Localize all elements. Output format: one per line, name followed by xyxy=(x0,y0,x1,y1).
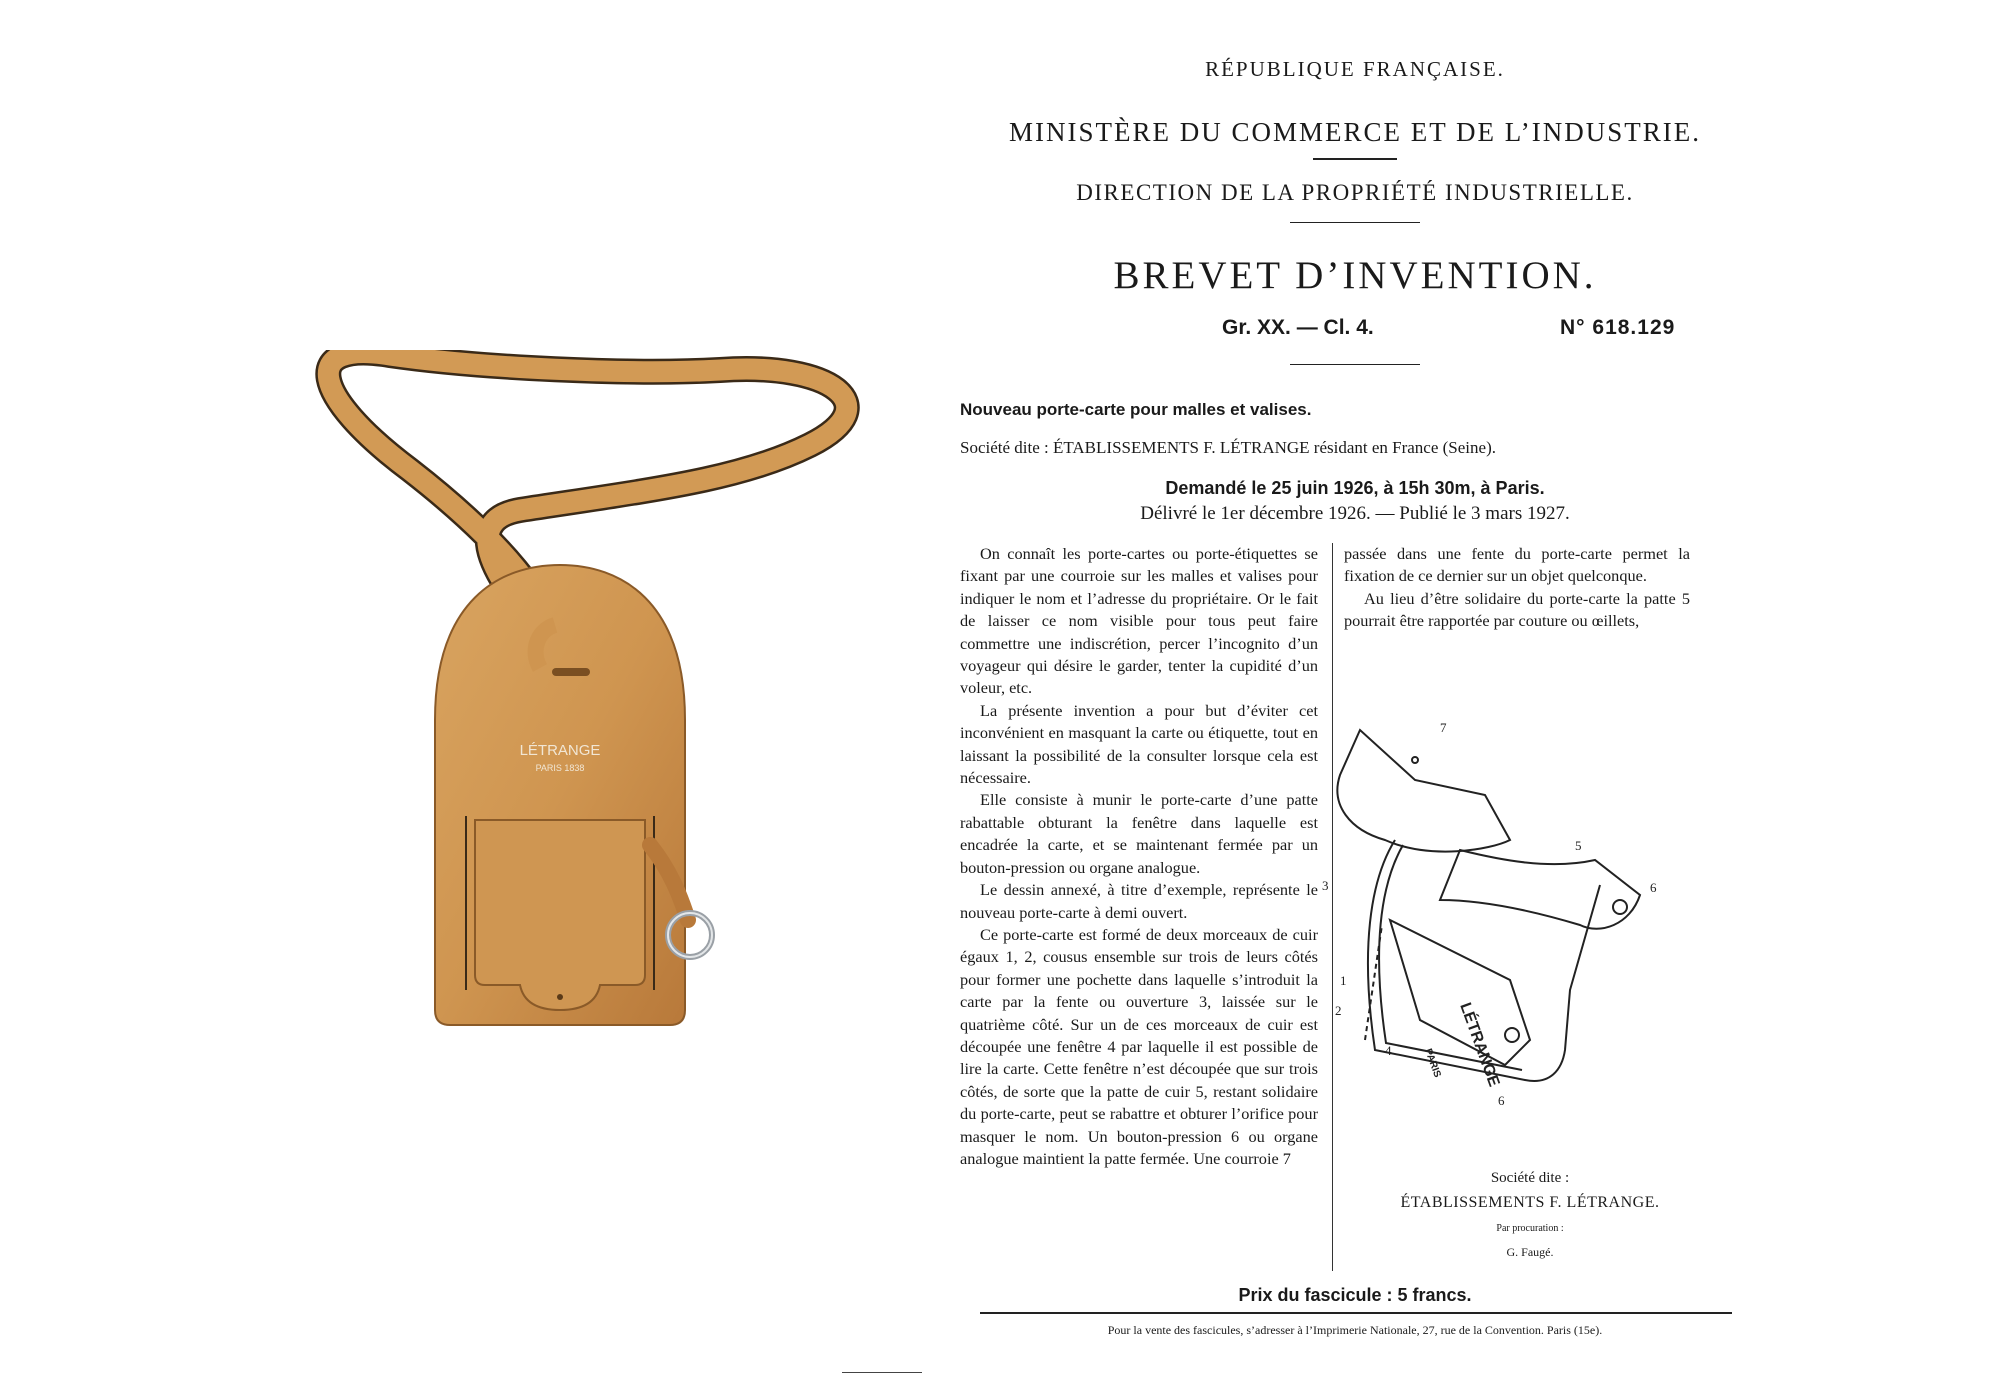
tag-body xyxy=(435,565,685,1025)
header-direction: DIRECTION DE LA PROPRIÉTÉ INDUSTRIELLE. xyxy=(1076,180,1634,205)
patent-company: Société dite : ÉTABLISSEMENTS F. LÉTRANGE résidant en France (Seine). xyxy=(960,438,1496,457)
paragraph: Le dessin annexé, à titre d’exemple, représente le nouveau porte-carte à demi ouvert. xyxy=(960,880,1318,922)
patent-title: BREVET D’INVENTION. xyxy=(1113,254,1597,297)
date-delivre: Délivré le 1er décembre 1926. — Publié le 3 mars 1927. xyxy=(1140,503,1570,524)
signature-procuration: Par procuration : xyxy=(1496,1223,1564,1234)
group-class: Gr. XX. — Cl. 4. xyxy=(1222,316,1374,339)
patent-subject: Nouveau porte-carte pour malles et valises. xyxy=(960,400,1312,419)
bottom-rule xyxy=(980,1312,1732,1314)
figure-label: 7 xyxy=(1440,720,1447,735)
figure-label: 1 xyxy=(1340,973,1347,988)
figure-label: 6 xyxy=(1650,880,1657,895)
tag-embossed-sub: PARIS 1838 xyxy=(535,763,585,773)
patent-document xyxy=(960,0,2000,1400)
paragraph: Ce porte-carte est formé de deux morceaux de cuir égaux 1, 2, cousus ensemble sur trois de leurs côtés pour former une pochette dans laquelle s’introduit la carte par la fente ou ouverture 3, laissée sur le quatrième côté. Sur un de ces morceaux de cuir est découpée une fenêtre 4 par laquelle il est possible de lire la carte. Cette fenêtre n’est découpée que sur trois côtés, de sorte que la patte de cuir 5, restant solidaire du porte-carte, peut se rabattre et obturer l’orifice pour masquer le nom. Un bouton-pression 6 ou organe analogue maintient la patte fermée. Une courroie 7 xyxy=(960,924,1318,1168)
patent-number: N° 618.129 xyxy=(1560,316,1676,339)
ornament-divider xyxy=(1290,222,1420,223)
figure-label: 3 xyxy=(1322,878,1329,893)
header-republique: RÉPUBLIQUE FRANÇAISE. xyxy=(1205,57,1505,81)
figure-label: 5 xyxy=(1575,838,1582,853)
date-demande: Demandé le 25 juin 1926, à 15h 30m, à Paris. xyxy=(1165,478,1545,498)
tag-embossed-brand: LÉTRANGE xyxy=(519,742,601,759)
divider xyxy=(1313,158,1397,160)
paragraph: Au lieu d’être solidaire du porte-carte la patte 5 pourrait être rapportée par couture ou œillets, xyxy=(1344,588,1690,631)
divider xyxy=(1290,364,1420,365)
paragraph: Elle consiste à munir le porte-carte d’une patte rabattable obturant la fenêtre dans laquelle est encadrée la carte, et se maintenant fermée par un bouton-pression ou organe analogue. xyxy=(960,790,1318,877)
price-line: Prix du fascicule : 5 francs. xyxy=(1238,1285,1472,1305)
patent-figure xyxy=(1300,720,1690,1110)
signature-name: ÉTABLISSEMENTS F. LÉTRANGE. xyxy=(1400,1194,1660,1211)
signature-agent: G. Faugé. xyxy=(1506,1245,1554,1259)
porte-carte-drawing xyxy=(1300,720,1690,1110)
signature-societe: Société dite : xyxy=(1490,1170,1570,1186)
figure-label: 2 xyxy=(1335,1003,1342,1018)
text-column-right xyxy=(1344,543,1690,633)
figure-label: 6 xyxy=(1498,1093,1505,1108)
figure-label: 4 xyxy=(1385,1043,1392,1058)
paragraph: On connaît les porte-cartes ou porte-étiquettes se fixant par une courroie sur les malles et valises pour indiquer le nom et l’adresse du propriétaire. Or le fait de laisser ce nom visible pour tous peut faire commettre une indiscrétion, percer l’incognito d’un voyageur qui désire le garder, tenter la cupidité d’un voleur, etc. xyxy=(960,544,1318,698)
luggage-tag-illustration xyxy=(270,350,910,1070)
stray-mark xyxy=(842,1372,922,1373)
paragraph: La présente invention a pour but d’éviter cet inconvénient en masquant la carte ou étiquette, tout en laissant la possibilité de la consulter lorsque cela est nécessaire. xyxy=(960,700,1318,788)
text-column-left xyxy=(960,543,1318,1170)
figure-city: PARIS xyxy=(1422,1047,1443,1080)
sales-note: Pour la vente des fascicules, s’adresser à l’Imprimerie Nationale, 27, rue de la Convention. Paris (15e). xyxy=(1107,1323,1603,1337)
header-ministere: MINISTÈRE DU COMMERCE ET DE L’INDUSTRIE. xyxy=(1009,117,1701,147)
luggage-tag-photo xyxy=(270,350,910,1070)
paragraph: passée dans une fente du porte-carte permet la fixation de ce dernier sur un objet quelconque. xyxy=(1344,544,1690,586)
figure-brand: LÉTRANGE xyxy=(1456,1000,1503,1090)
